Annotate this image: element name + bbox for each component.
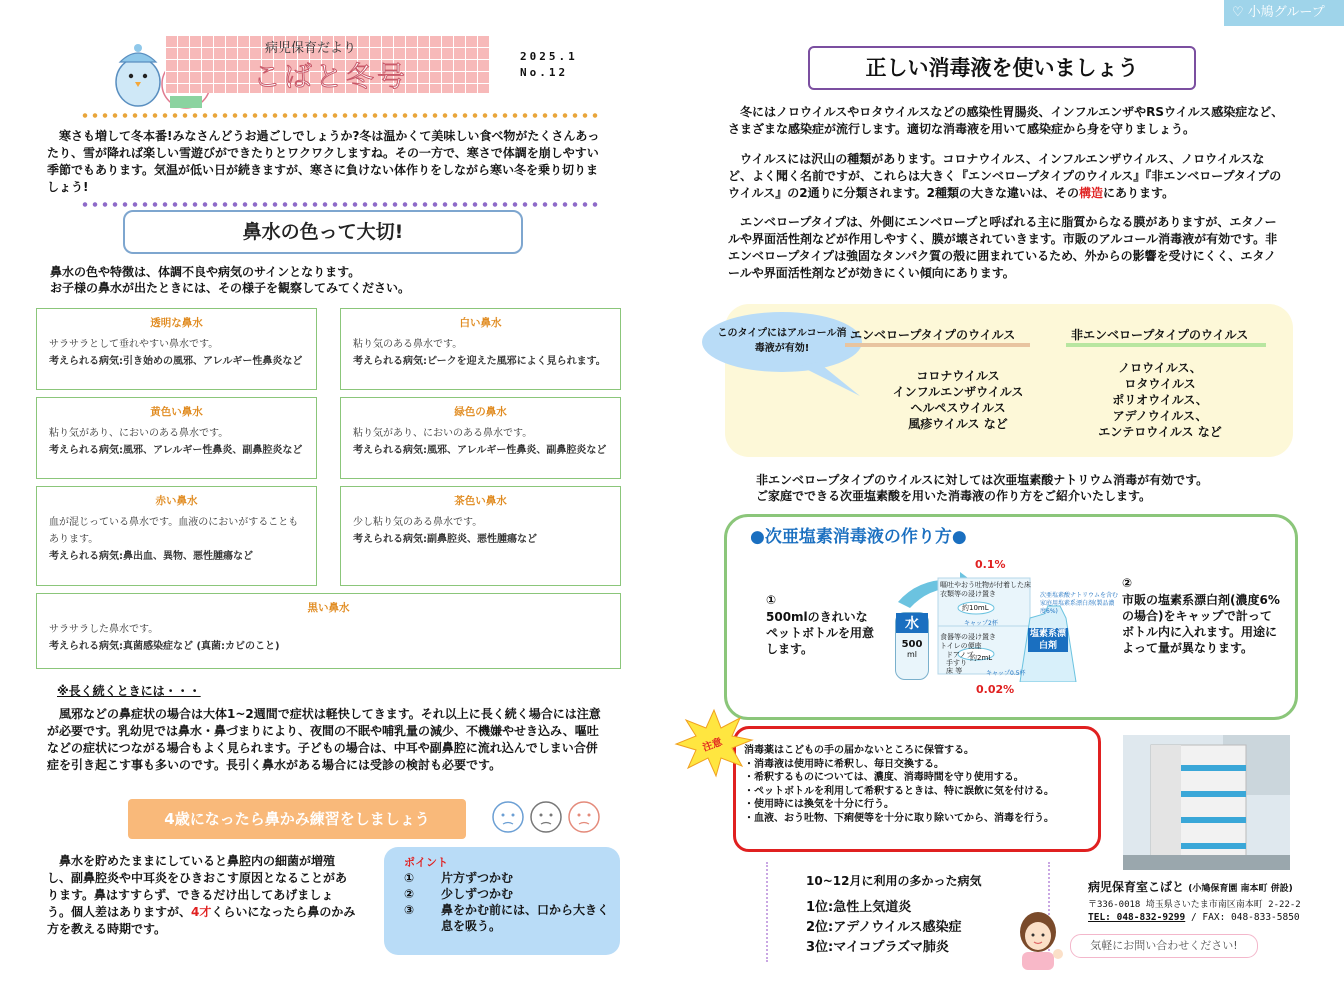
step2-number: ② xyxy=(1122,576,1133,590)
brand-badge xyxy=(1224,0,1344,26)
point-num-3: ③ xyxy=(404,903,415,917)
card-brown-mucus xyxy=(340,486,621,586)
ranking-item: 3位:マイコプラズマ肺炎 xyxy=(806,940,949,955)
point-num-2: ② xyxy=(404,887,415,901)
disinfect-p2-pre: ウイルスには沢山の種類があります。コロナウイルス、インフルエンザウイルス、ノロウイルスなど、よく聞く名前ですが、これらは大きく『エンベロープタイプのウイルス』『非エンベロープタイプのウイルス』の2通りに分類されます。2種類の大きな違いは、その xyxy=(728,152,1282,200)
illus-bot-use-2: トイレの便座 xyxy=(940,642,982,650)
section-lead-2: お子様の鼻水が出たときには、その様子を観察してみてください。 xyxy=(50,281,411,295)
card-red-mucus xyxy=(36,486,317,586)
card-body: サラサラとして垂れやすい鼻水です。 xyxy=(49,339,219,350)
ranking-list xyxy=(806,898,962,958)
envelope-item: 風疹ウイルス など xyxy=(908,417,1008,431)
issue-number: No.12 xyxy=(520,66,569,79)
illus-bot-amount: 約2mL xyxy=(970,654,993,662)
card-disease: 考えられる病気:引き始めの風邪、アレルギー性鼻炎など xyxy=(49,356,303,367)
bottle-volume: 500 xyxy=(901,639,923,650)
caution-item: ・血液、おう吐物、下痢便等を十分に取り除いてから、消毒を行う。 xyxy=(744,812,1054,824)
illus-bot-use-3: ドアノブ xyxy=(946,651,974,659)
caution-item: 消毒薬はこどもの手の届かないところに保管する。 xyxy=(744,745,974,756)
alcohol-bubble-text: このタイプにはアルコール消毒液が有効! xyxy=(717,328,847,354)
ranking-item: 2位:アデノウイルス感染症 xyxy=(806,920,962,935)
nonenvelope-type-title: 非エンベロープタイプのウイルス xyxy=(1071,328,1249,342)
illus-bot-cap: キャップ0.5杯 xyxy=(986,670,1026,677)
nose-blowing-age: 4才 xyxy=(191,905,212,919)
facility-contact xyxy=(1088,912,1300,923)
illus-top-use-2: 衣類等の浸け置き xyxy=(940,590,996,598)
section-heading-disinfectant: 正しい消毒液を使いましょう xyxy=(808,46,1196,90)
children-faces-illustration xyxy=(488,795,608,837)
point-text-3: 鼻をかむ前には、口から大きく息を吸う。 xyxy=(441,903,610,933)
nose-blowing-body-pre: 鼻水を貯めたままにしていると鼻腔内の細菌が増殖し、副鼻腔炎や中耳炎をひきおこす原因となることがあります。鼻はすすらず、できるだけ出してあげましょう。個人差はありますが、 xyxy=(47,854,348,919)
facility-name xyxy=(1088,878,1293,895)
point-text-2: 少しずつかむ xyxy=(441,887,514,901)
card-title: 黒い鼻水 xyxy=(307,602,350,614)
nonenvelope-item: ロタウイルス xyxy=(1124,377,1196,391)
bleach-bottle-label: 塩素系漂白剤 xyxy=(1029,629,1066,651)
card-title: 透明な鼻水 xyxy=(150,317,203,329)
illus-bot-use-1: 食器等の浸け置き xyxy=(940,633,996,641)
nonenvelope-item: エンテロウイルス など xyxy=(1098,425,1222,439)
hypochlorite-intro-1: 非エンベロープタイプのウイルスに対しては次亜塩素酸ナトリウム消毒が有効です。 xyxy=(756,473,1209,487)
facility-building-photo xyxy=(1123,735,1290,870)
disinfect-p2-post: にあります。 xyxy=(1103,186,1175,200)
nose-blowing-body xyxy=(47,853,357,938)
card-title: 茶色い鼻水 xyxy=(454,495,507,507)
dotted-divider-top xyxy=(80,113,600,118)
nonenvelope-item: アデノウイルス、 xyxy=(1112,409,1208,423)
facility-tel[interactable]: TEL: 048-832-9299 xyxy=(1088,912,1186,923)
envelope-item: インフルエンザウイルス xyxy=(892,385,1024,399)
bird-logo-icon: ♡ xyxy=(1232,5,1244,20)
envelope-item: コロナウイルス xyxy=(916,369,1000,383)
envelope-underline xyxy=(845,343,1030,347)
disinfect-paragraph-3: エンベロープタイプは、外側にエンベロープと呼ばれる主に脂質からなる膜がありますが、エタノールや界面活性剤などが作用しやすく、膜が壊されていきます。市販のアルコール消毒液が有効です。非エンベロープタイプは強固なタンパク質の殻に囲まれているため、外からの影響を受けにくく、エタノールや界面活性剤などが効きにくい傾向にあります。 xyxy=(728,215,1278,280)
card-white-mucus xyxy=(340,308,621,390)
card-clear-mucus xyxy=(36,308,317,390)
disinfect-paragraph-2 xyxy=(728,151,1284,202)
card-disease: 考えられる病気:風邪、アレルギー性鼻炎、副鼻腔炎など xyxy=(49,445,303,456)
facility-subtitle: (小鳩保育園 南本町 併設) xyxy=(1188,884,1293,894)
newsletter-title-banner xyxy=(165,35,490,93)
contact-invite-badge: 気軽にお問い合わせください! xyxy=(1070,934,1258,958)
bottle-unit: ml xyxy=(906,650,917,659)
section-heading-nose: 鼻水の色って大切! xyxy=(123,210,523,254)
nonenvelope-list xyxy=(1060,360,1260,440)
nonenvelope-item: ポリオウイルス、 xyxy=(1112,393,1208,407)
card-yellow-mucus xyxy=(36,397,317,479)
disinfect-paragraph-1: 冬にはノロウイルスやロタウイルスなどの感染性胃腸炎、インフルエンザやRSウイルス感染症など、さまざまな感染症が流行します。適切な消毒液を用いて感染症から身を守りましょう。 xyxy=(728,105,1284,136)
envelope-type-title: エンベロープタイプのウイルス xyxy=(850,328,1016,342)
facility-address: 〒336-0018 埼玉県さいたま市南区南本町 2-22-2 xyxy=(1088,900,1301,910)
step2-text: 市販の塩素系漂白剤(濃度6%の場合)をキャップで計ってボトル内に入れます。用途によって量が異なります。 xyxy=(1122,593,1280,655)
section-heading-nose-blowing: 4歳になったら鼻かみ練習をしましょう xyxy=(128,799,466,839)
recipe-title: ●次亜塩素消毒液の作り方● xyxy=(750,527,967,547)
illus-bot-use-5: 床 等 xyxy=(946,667,963,675)
card-title: 赤い鼻水 xyxy=(155,495,198,507)
step1-text: 500mlのきれいなペットボトルを用意します。 xyxy=(766,610,875,656)
caution-list xyxy=(744,744,1089,825)
card-body: 粘り気があり、においのある鼻水です。 xyxy=(49,428,229,439)
nurse-illustration xyxy=(1010,908,1070,970)
card-black-mucus xyxy=(36,593,621,669)
card-disease: 考えられる病気:鼻出血、異物、悪性腫瘍など xyxy=(49,551,253,562)
card-title: 黄色い鼻水 xyxy=(150,406,203,418)
newsletter-title: こばと冬号 xyxy=(253,60,409,93)
ratio-bottom-label: 0.02% xyxy=(976,683,1015,696)
caution-item: ・ペットボトルを利用して希釈するときは、特に誤飲に気を付ける。 xyxy=(744,785,1054,797)
card-title: 緑色の鼻水 xyxy=(454,406,507,418)
card-body: 少し粘り気のある鼻水です。 xyxy=(353,517,483,528)
intro-text: 寒さも増して冬本番!みなさんどうお過ごしでしょうか?冬は温かくて美味しい食べ物がたくさんあったり、雪が降れば楽しい雪遊びができたりとワクワクしますね。その一方で、寒さで体調を崩しやすい季節でもあります。気温が低い日が続きますが、寒さに負けない体作りをしながら寒い冬を乗り切りましょう! xyxy=(47,129,600,194)
card-disease: 考えられる病気:真菌感染症など (真菌:カビのこと) xyxy=(49,641,280,652)
card-body: 血が混じっている鼻水です。血液のにおいがすることもあります。 xyxy=(49,517,299,545)
water-bottle xyxy=(895,612,929,680)
brand-name: 小鳩グループ xyxy=(1247,5,1325,20)
card-disease: 考えられる病気:風邪、アレルギー性鼻炎、副鼻腔炎など xyxy=(353,445,607,456)
long-lasting-title: ※長く続くときには・・・ xyxy=(57,684,201,698)
step1-number: ① xyxy=(766,593,777,607)
illus-bot-use-4: 手すり xyxy=(946,659,967,667)
section-lead-1: 鼻水の色や特徴は、体調不良や病気のサインとなります。 xyxy=(50,265,361,279)
ranking-title: 10~12月に利用の多かった病気 xyxy=(806,874,982,888)
ranking-item: 1位:急性上気道炎 xyxy=(806,900,912,915)
envelope-item: ヘルペスウイルス xyxy=(910,401,1006,415)
issue-date: 2025.1 xyxy=(520,50,578,63)
hypochlorite-intro-2: ご家庭でできる次亜塩素酸を用いた消毒液の作り方をご紹介いたします。 xyxy=(756,489,1152,503)
illus-bleach-note: 次亜塩素酸ナトリウムを含む家庭用塩素系漂白剤(製品濃度6%) xyxy=(1040,592,1118,615)
caution-item: ・使用時には換気を十分に行う。 xyxy=(744,799,894,810)
point-title: ポイント xyxy=(404,856,448,869)
card-disease: 考えられる病気:副鼻腔炎、悪性腫瘍など xyxy=(353,534,537,545)
nose-blowing-body-post: くらいになったら鼻のかみ方を教える時期です。 xyxy=(47,905,356,936)
disinfect-p2-highlight: 構造 xyxy=(1079,186,1104,200)
card-body: 粘り気があり、においのある鼻水です。 xyxy=(353,428,533,439)
newsletter-subtitle: 病児保育だより xyxy=(265,41,357,56)
card-green-mucus xyxy=(340,397,621,479)
illus-top-use-1: 嘔吐やおう吐物が付着した床 xyxy=(940,581,1031,589)
long-lasting-body: 風邪などの鼻症状の場合は大体1~2週間で症状は軽快してきます。それ以上に長く続く場合には注意が必要です。乳幼児では鼻水・鼻づまりにより、夜間の不眠や哺乳量の減少、不機嫌やせき込み、嘔吐などの症状につながる場合もよく見られます。子どもの場合は、中耳や副鼻腔に流れ込んでしまい合併症を引き起こす事も多いのです。長引く鼻水がある場合には受診の検討も必要です。 xyxy=(47,707,601,772)
point-box xyxy=(384,847,620,955)
facility-title: 病児保育室こばと xyxy=(1088,880,1185,894)
point-num-1: ① xyxy=(404,871,415,885)
caution-item: ・希釈するものについては、濃度、消毒時間を守り使用する。 xyxy=(744,772,1024,783)
illus-top-cap: キャップ2杯 xyxy=(964,620,998,627)
illus-top-amount: 約10mL xyxy=(962,604,989,612)
envelope-list xyxy=(858,368,1058,432)
card-body: サラサラした鼻水です。 xyxy=(49,624,159,635)
nonenvelope-item: ノロウイルス、 xyxy=(1118,361,1202,375)
caution-label: 注意 xyxy=(701,736,724,754)
card-title: 白い鼻水 xyxy=(459,317,502,329)
card-body: 粘り気のある鼻水です。 xyxy=(353,339,463,350)
caution-item: ・消毒液は使用時に希釈し、毎日交換する。 xyxy=(744,758,944,770)
ratio-top-label: 0.1% xyxy=(975,558,1006,571)
facility-fax: / FAX: 048-833-5850 xyxy=(1190,912,1300,923)
dotted-divider-bottom xyxy=(80,202,600,207)
nonenvelope-underline xyxy=(1066,343,1266,347)
water-label: 水 xyxy=(896,613,928,633)
card-disease: 考えられる病気:ピークを迎えた風邪によく見られます。 xyxy=(353,356,606,367)
point-text-1: 片方ずつかむ xyxy=(441,871,514,885)
